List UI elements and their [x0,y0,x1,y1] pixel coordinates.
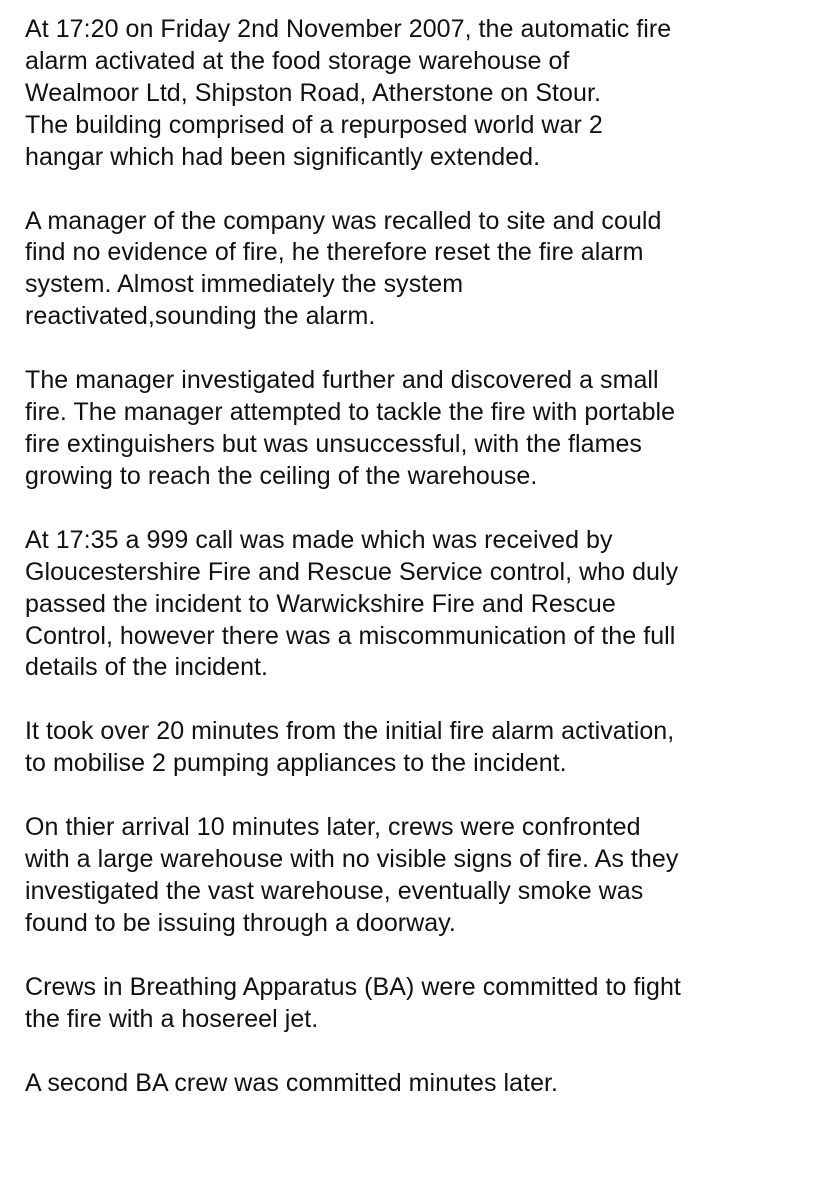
paragraph-ba-crews: Crews in Breathing Apparatus (BA) were committed to fight the fire with a hosereel jet. [25,972,681,1033]
paragraph-second-ba-crew: A second BA crew was committed minutes later. [25,1068,559,1097]
document-body [25,14,810,1099]
paragraph-crew-arrival: On thier arrival 10 minutes later, crews were confronted with a large warehouse with no visible signs of fire. As they investigated the vast warehouse, eventually smoke was found to be issuing through a doorway. [25,813,679,937]
paragraph-mobilisation-delay: It took over 20 minutes from the initial fire alarm activation, to mobilise 2 pumping appliances to the incident. [25,717,675,778]
paragraph-999-call: At 17:35 a 999 call was made which was received by Gloucestershire Fire and Rescue Service control, who duly passed the incident to Warwickshire Fire and Rescue Control, however there was a miscommunication of the full details of the incident. [25,525,679,682]
paragraph-manager-investigation: The manager investigated further and discovered a small fire. The manager attempted to tackle the fire with portable fire extinguishers but was unsuccessful, with the flames growing to reach the ceiling of the warehouse. [25,366,676,490]
paragraph-alarm-activation: At 17:20 on Friday 2nd November 2007, the automatic fire alarm activated at the food storage warehouse of Wealmoor Ltd, Shipston Road, Atherstone on Stour. The building comprised of a repurposed world war 2 hangar which had been significantly extended. [25,15,672,171]
paragraph-manager-reset: A manager of the company was recalled to site and could find no evidence of fire, he therefore reset the fire alarm system. Almost immediately the system reactivated,sounding the alarm. [25,206,662,331]
